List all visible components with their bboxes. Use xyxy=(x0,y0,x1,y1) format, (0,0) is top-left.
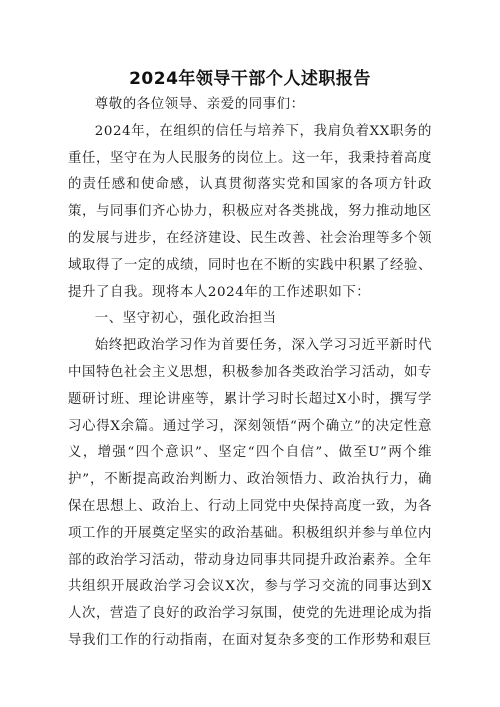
section-heading: 一、坚守初心，强化政治担当 xyxy=(94,311,277,327)
intro-paragraph: 2024年，在组织的信任与培养下，我肩负着XX职务的重任，坚守在为人民服务的岗位上。这一年，我秉持着高度的责任感和使命感，认真贯彻落实党和国家的各项方针政策，与同事们齐心协力，积极应对各类挑战，努力推动地区的发展与进步，在经济建设、民生改善、社会治理等多个领域取得了一定的成绩，同时也在不断的实践中积累了经验、提升了自我。现将本人2024年的工作述职如下： xyxy=(68,123,432,300)
document-body xyxy=(68,92,432,655)
section-paragraph: 始终把政治学习作为首要任务，深入学习习近平新时代中国特色社会主义思想，积极参加各类政治学习活动，如专题研讨班、理论讲座等，累计学习时长超过X小时，撰写学习心得X余篇。通过学习，深刻领悟“两个确立”的决定性意义，增强“四个意识”、坚定“四个自信”、做至U”两个维护”，不断提高政治判断力、政治领悟力、政治执行力，确保在思想上、政治上、行动上同党中央保持高度一致，为各项工作的开展奠定坚实的政治基础。积极组织并参与单位内部的政治学习活动，带动身边同事共同提升政治素养。全年共组织开展政治学习会议X次，参与学习交流的同事达到X人次，营造了良好的政治学习氛围，使党的先进理论成为指导我们工作的行动指南，在面对复杂多变的工作形势和艰巨 xyxy=(68,338,432,648)
greeting-line: 尊敬的各位领导、亲爱的同事们： xyxy=(94,97,305,112)
document-title: 2024年领导干部个人述职报告 xyxy=(129,69,371,89)
